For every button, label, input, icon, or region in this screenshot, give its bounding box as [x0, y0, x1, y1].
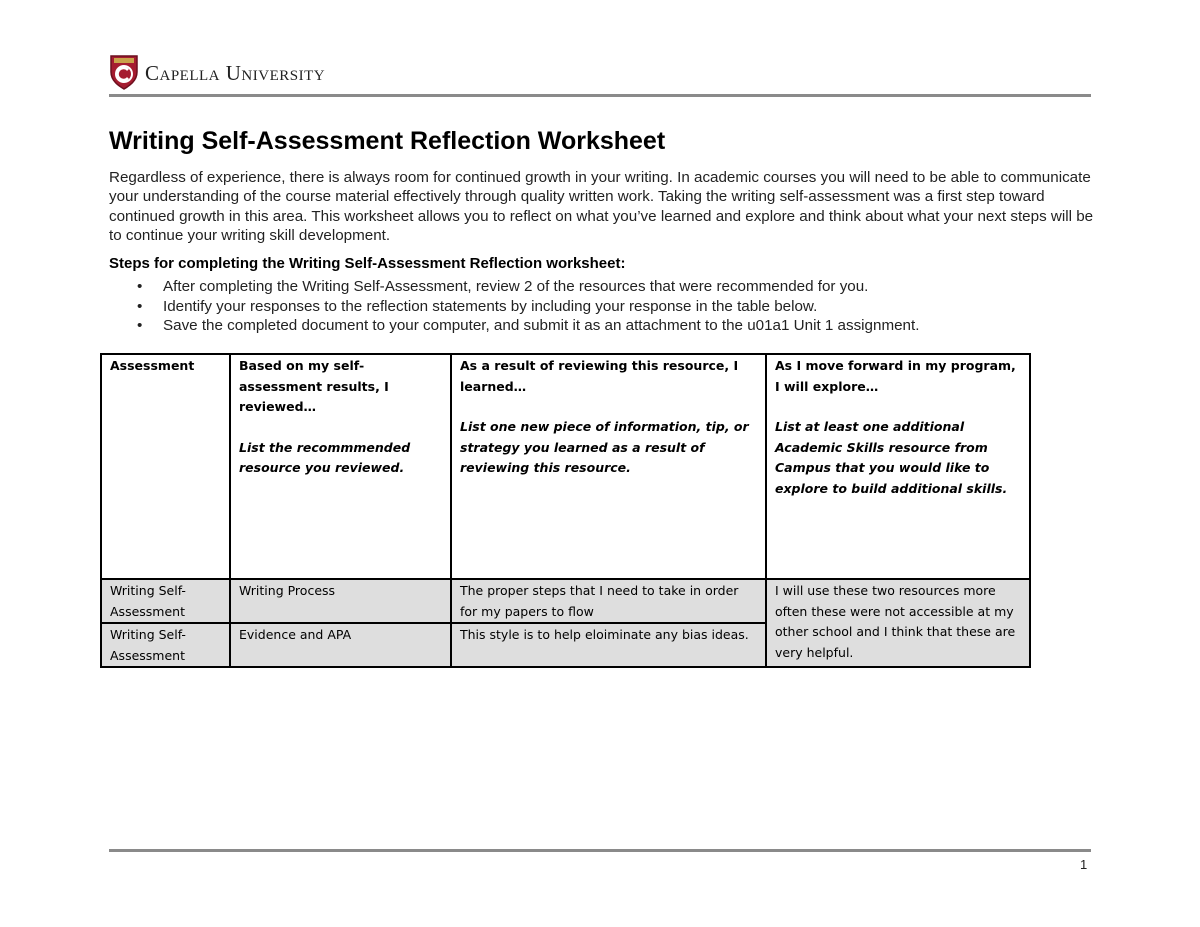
footer-rule — [109, 849, 1091, 852]
capella-shield-logo — [109, 54, 139, 90]
bullet-icon: • — [137, 278, 143, 295]
header-note: List the recommmended resource you reviewed. — [239, 439, 411, 475]
page-title: Writing Self-Assessment Reflection Worksheet — [109, 127, 666, 155]
header-assessment: Assessment — [101, 354, 230, 579]
table-row — [101, 579, 1030, 623]
bullet-icon: • — [137, 317, 143, 335]
header-explore: As I move forward in my program, I will explore… List at least one additional Academic Skills resource from Campus that you would like to explore to build additional skills. — [766, 354, 1030, 579]
list-item: • Save the completed document to your computer, and submit it as an attachment to the u01a1 Unit 1 assignment. — [137, 317, 920, 335]
table-header-row — [101, 354, 1030, 579]
intro-paragraph: Regardless of experience, there is always room for continued growth in your writing. In academic courses you will need to be able to communicate your understanding of the course material effectively through quality written work. Taking the writing self-assessment was a first step toward continued growth in this area. This worksheet allows you to reflect on what you’ve learned and explore and think about what your next steps will be to continue your writing skill development. — [109, 169, 1094, 245]
reflection-table — [100, 353, 1031, 668]
list-item: • Identify your responses to the reflection statements by including your response in the table below. — [137, 297, 818, 315]
cell-resource[interactable]: Evidence and APA — [230, 623, 451, 667]
cell-assessment[interactable]: Writing Self-Assessment — [101, 623, 230, 667]
bullet-icon: • — [137, 297, 143, 315]
header-note: List at least one additional Academic Skills resource from Campus that you would like to explore to build additional skills. — [775, 419, 1008, 496]
cell-learned[interactable]: This style is to help eloiminate any bias ideas. — [451, 623, 766, 667]
header-reviewed: Based on my self-assessment results, I reviewed… List the recommmended resource you reviewed. — [230, 354, 451, 579]
cell-assessment[interactable]: Writing Self-Assessment — [101, 579, 230, 623]
header-learned: As a result of reviewing this resource, I learned… List one new piece of information, tip, or strategy you learned as a result of reviewing this resource. — [451, 354, 766, 579]
page-number: 1 — [1080, 857, 1088, 872]
cell-resource[interactable]: Writing Process — [230, 579, 451, 623]
steps-list — [109, 277, 1089, 336]
cell-explore[interactable]: I will use these two resources more often these were not accessible at my other school and I think that these are very helpful. — [766, 579, 1030, 667]
header-note: List one new piece of information, tip, or strategy you learned as a result of reviewing this resource. — [460, 419, 749, 475]
cell-learned[interactable]: The proper steps that I need to take in order for my papers to flow — [451, 579, 766, 623]
brand-name: Capella University — [145, 61, 326, 85]
page-header — [109, 54, 1091, 96]
steps-heading: Steps for completing the Writing Self-Assessment Reflection worksheet: — [109, 255, 626, 272]
header-rule — [109, 94, 1091, 97]
list-item: • After completing the Writing Self-Assessment, review 2 of the resources that were recommended for you. — [137, 278, 869, 295]
